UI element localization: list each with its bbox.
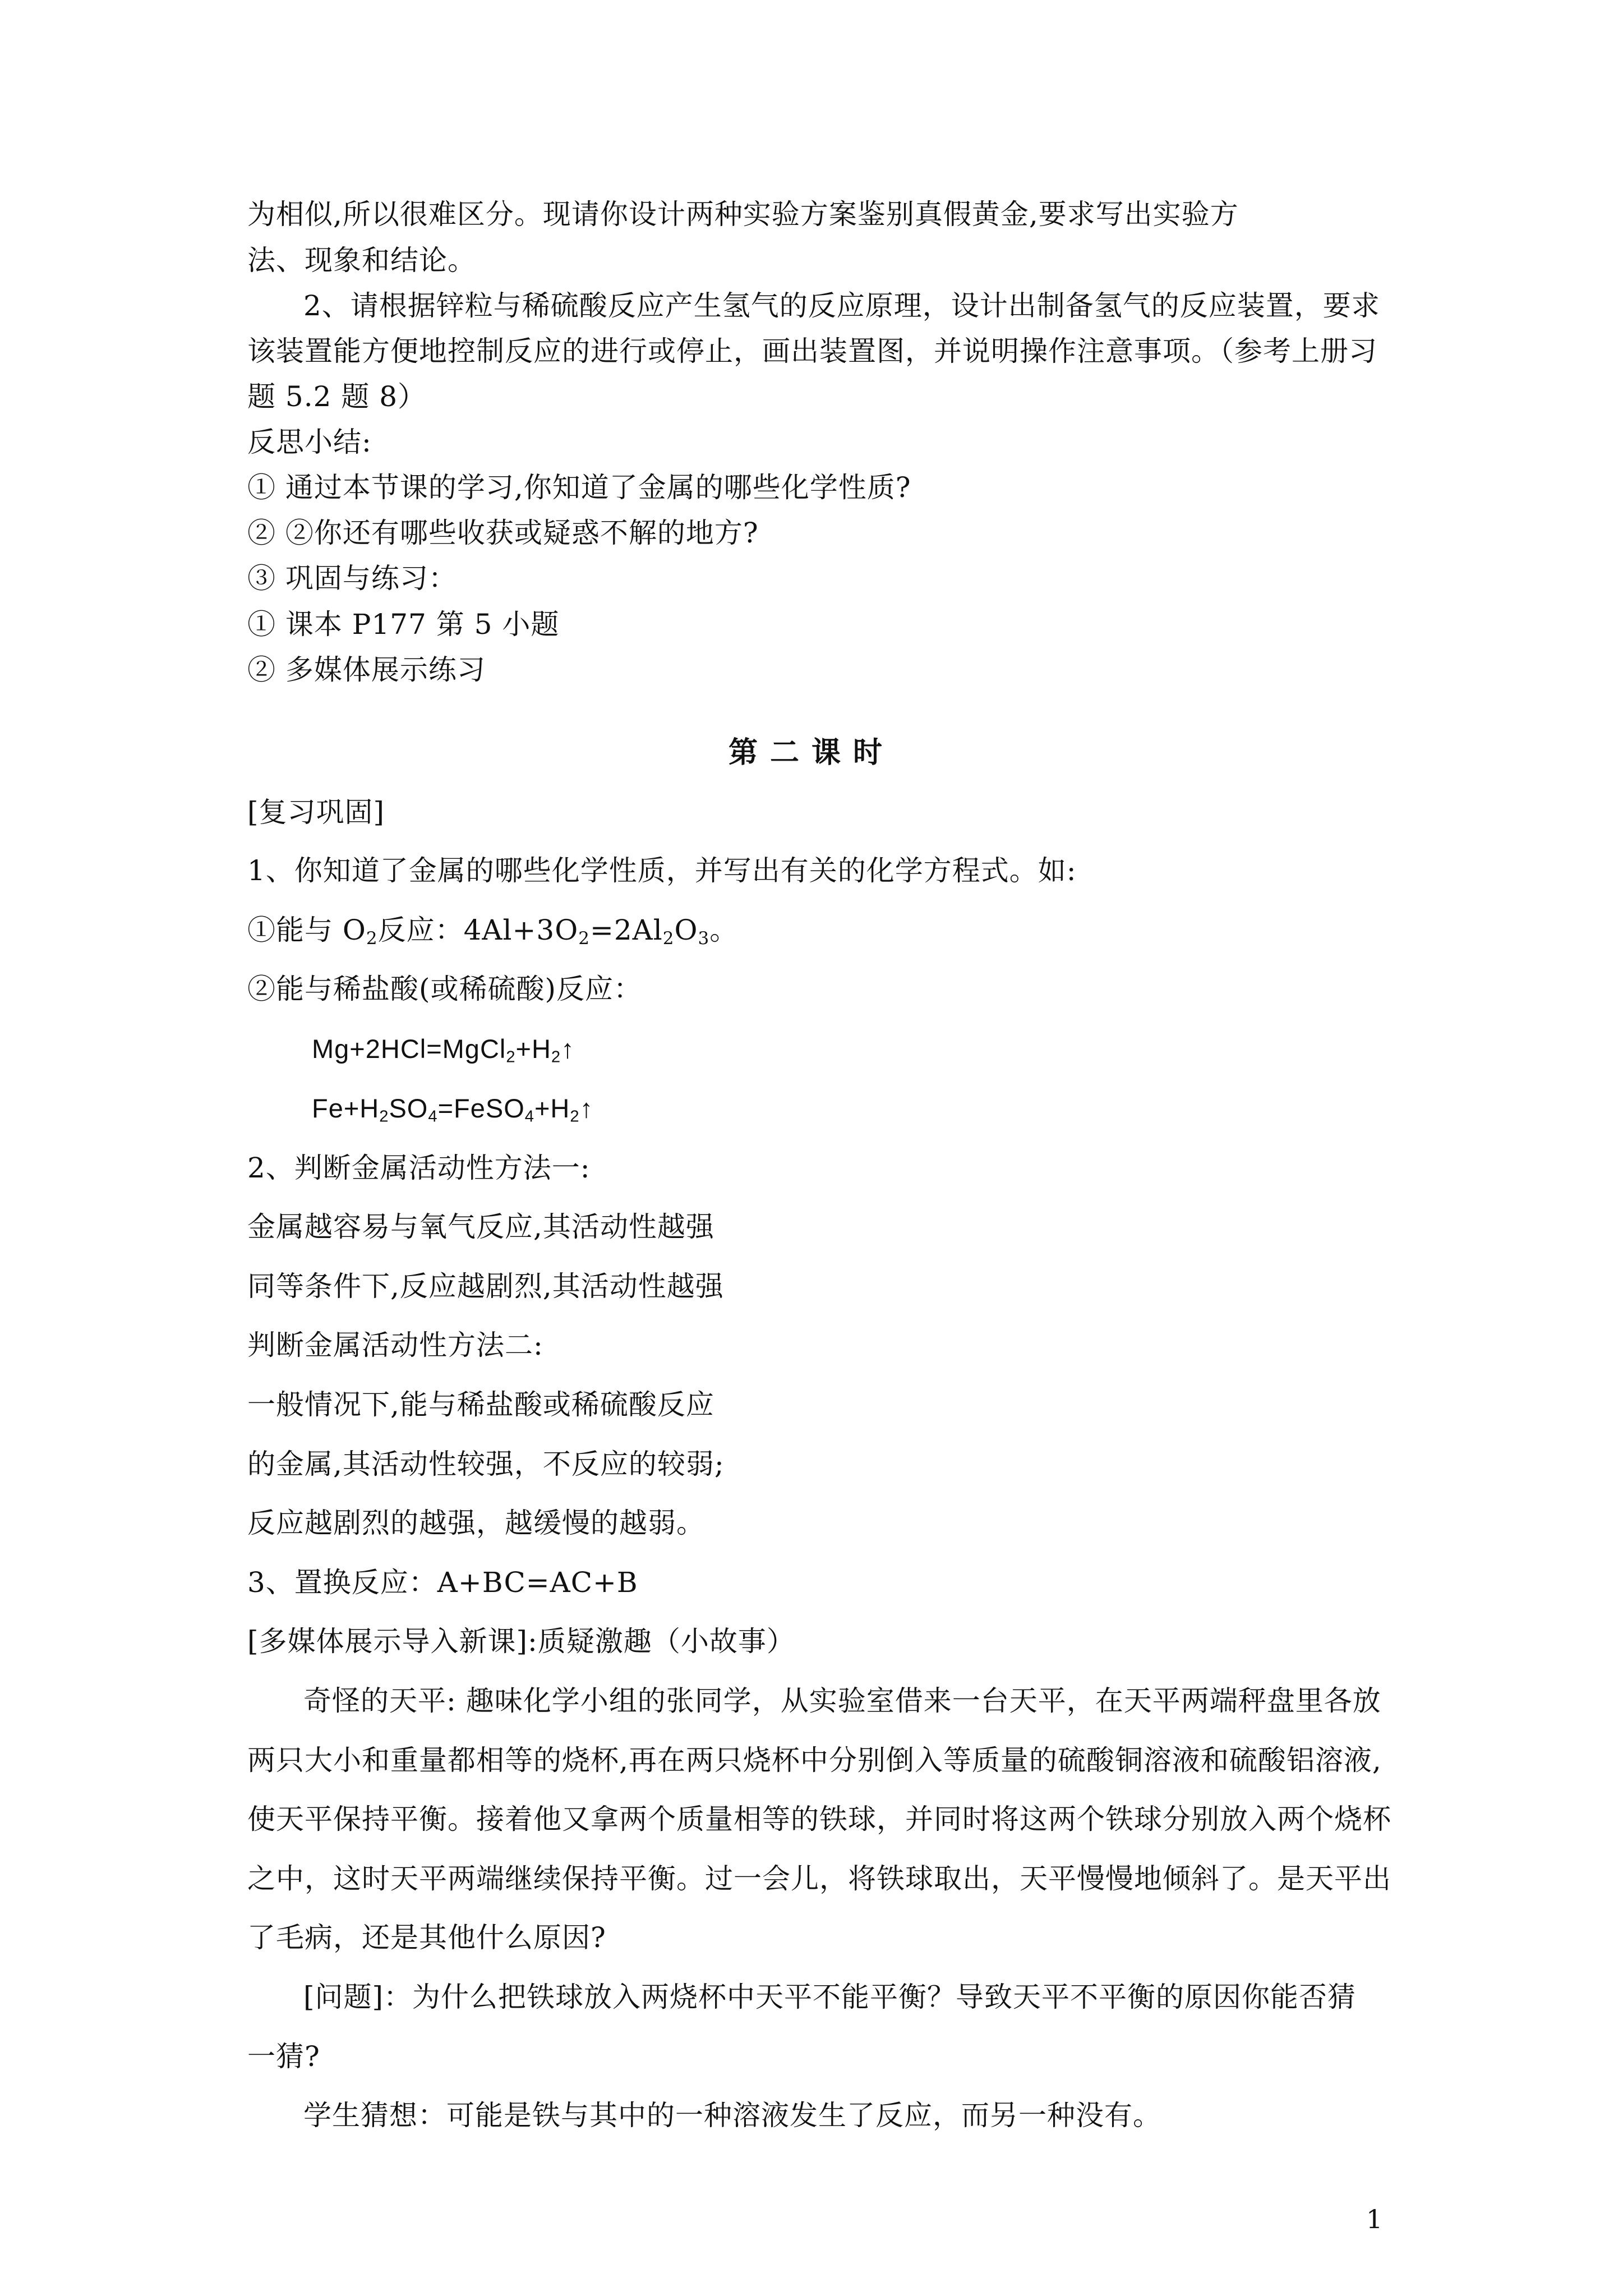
text-line: 一般情况下,能与稀盐酸或稀硫酸反应 [247, 1388, 714, 1421]
text-line: 法、现象和结论。 [247, 244, 476, 277]
story-line: 之中，这时天平两端继续保持平衡。过一会儿，将铁球取出，天平慢慢地倾斜了。是天平出 [247, 1862, 1391, 1895]
text-line: 的金属,其活动性较强，不反应的较弱; [247, 1448, 725, 1480]
question-2-line: 该装置能方便地控制反应的进行或停止，画出装置图，并说明操作注意事项。（参考上册习 [247, 335, 1377, 367]
story-line: 了毛病，还是其他什么原因? [247, 1921, 606, 1954]
oxygen-reaction-line: ①能与 $O_2$反应：$4Al+3O_2=2Al_2O_3$。 [247, 914, 739, 949]
story-line: 奇怪的天平: 趣味化学小组的张同学，从实验室借来一台天平，在天平两端秤盘里各放 [303, 1685, 1381, 1717]
story-line: 两只大小和重量都相等的烧杯,再在两只烧杯中分别倒入等质量的硫酸铜溶液和硫酸铝溶液, [247, 1744, 1382, 1777]
student-guess-line: 学生猜想：可能是铁与其中的一种溶液发生了反应，而另一种没有。 [303, 2099, 1161, 2132]
text-line: 判断金属活动性方法二: [247, 1329, 543, 1361]
reflection-item: ② ②你还有哪些收获或疑惑不解的地方? [247, 517, 759, 549]
question-2-line: 2、请根据锌粒与稀硫酸反应产生氢气的反应原理，设计出制备氢气的反应装置，要求 [303, 289, 1380, 322]
reflection-item: ③ 巩固与练习： [247, 562, 457, 595]
review-item: 1、你知道了金属的哪些化学性质，并写出有关的化学方程式。如: [247, 854, 1077, 887]
review-item: 3、置换反应：A+BC=AC+B [247, 1566, 638, 1599]
practice-item: ② 多媒体展示练习 [247, 654, 486, 686]
question-line: [问题]：为什么把铁球放入两烧杯中天平不能平衡？导致天平不平衡的原因你能否猜 [303, 1981, 1357, 2013]
equation-magnesium: $Mg+2HCl=MgCl_2+H_2↑$ [312, 1034, 575, 1066]
reflection-title: 反思小结: [247, 426, 372, 458]
page-number: 1 [1366, 2204, 1383, 2234]
text-line: 反应越剧烈的越强，越缓慢的越弱。 [247, 1507, 705, 1539]
intro-line: [多媒体展示导入新课]:质疑激趣（小故事） [247, 1625, 795, 1658]
question-line: 一猜? [247, 2040, 320, 2073]
acid-reaction-line: ②能与稀盐酸(或稀硫酸)反应： [247, 973, 643, 1005]
question-2-line: 题 5.2 题 8） [247, 380, 427, 413]
text-line: 金属越容易与氧气反应,其活动性越强 [247, 1211, 714, 1243]
text-line: 同等条件下,反应越剧烈,其活动性越强 [247, 1270, 724, 1303]
text-line: 为相似,所以很难区分。现请你设计两种实验方案鉴别真假黄金,要求写出实验方 [247, 198, 1239, 231]
equation-iron: $Fe+H_2SO_4=FeSO_4+H_2↑$ [312, 1093, 594, 1126]
review-title: [复习巩固] [247, 796, 385, 829]
practice-item: ① 课本 P177 第 5 小题 [247, 608, 560, 641]
section-heading: 第二课时 [728, 735, 895, 770]
review-item: 2、判断金属活动性方法一: [247, 1152, 591, 1184]
reflection-item: ① 通过本节课的学习,你知道了金属的哪些化学性质? [247, 471, 911, 504]
story-line: 使天平保持平衡。接着他又拿两个质量相等的铁球，并同时将这两个铁球分别放入两个烧杯 [247, 1803, 1391, 1835]
